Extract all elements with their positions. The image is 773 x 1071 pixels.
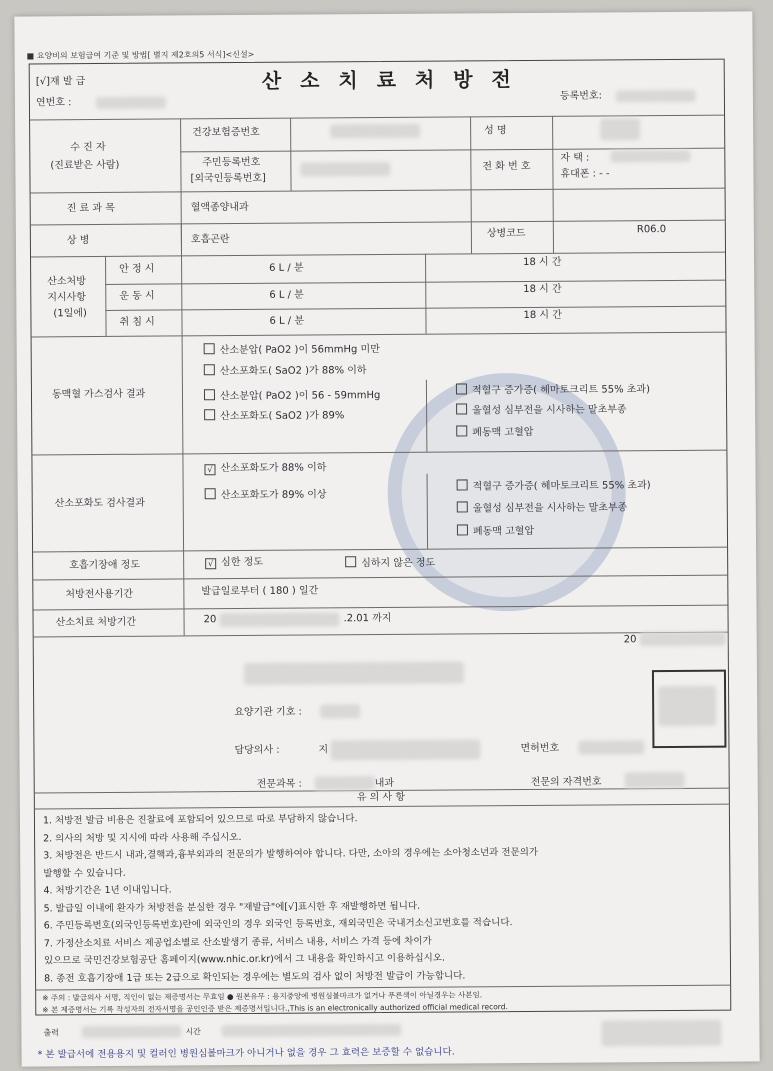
- checkbox-icon[interactable]: [456, 383, 467, 394]
- notice-item: 발행할 수 있습니다.: [43, 867, 126, 879]
- mobile-phone-label: 휴대폰 : - -: [560, 168, 610, 180]
- therapy-period-label: 산소치료 처방기간: [55, 616, 137, 629]
- sleep-hours: 18 시 간: [523, 309, 562, 322]
- form-frame: [29, 59, 732, 1016]
- print-label: 출력: [43, 1028, 59, 1038]
- sat-option-1[interactable]: √ 산소포화도가 88% 이하: [204, 462, 326, 475]
- doctor-name-prefix: 지: [318, 744, 329, 756]
- rest-flow: 6 L / 분: [269, 262, 304, 274]
- specialty-label: 전문과목 :: [256, 778, 302, 790]
- home-phone-label: 자 택 :: [560, 152, 590, 164]
- notice-item: 4. 처방기간은 1년 이내입니다.: [43, 884, 172, 897]
- use-period-label: 처방전사용기간: [65, 588, 134, 601]
- redacted-period: [220, 612, 340, 627]
- sat-right-option-1[interactable]: 적혈구 증가증( 헤마토크리트 55% 초과): [457, 478, 651, 494]
- severity-option-mild[interactable]: 심하지 않은 정도: [345, 556, 435, 571]
- notice-item: 1. 처방전 발급 비용은 진찰료에 포함되어 있으므로 따로 부담하지 않습니다.: [42, 813, 358, 827]
- checkbox-icon[interactable]: [205, 488, 216, 499]
- sat-right-option-2[interactable]: 울혈성 심부전을 시사하는 말초부종: [457, 500, 628, 516]
- sat-option-2[interactable]: 산소포화도가 89% 이상: [205, 487, 327, 502]
- serial-number-label: 연번호 :: [35, 97, 72, 109]
- redacted-registration: [616, 90, 696, 103]
- redacted-barcode: [601, 1020, 721, 1047]
- prescription-document: [14, 11, 759, 1066]
- footnote-electronic: ※ 본 제증명서는 기록 작성자의 전자서명을 공인인증 받은 제증명서입니다.,This is an electronically authorized official medical record.: [42, 1002, 508, 1015]
- checkbox-icon[interactable]: [457, 501, 468, 512]
- redacted-rrn: [300, 162, 390, 177]
- notice-item: 2. 의사의 처방 및 지시에 따라 사용해 주십시오.: [43, 831, 242, 844]
- checkbox-icon[interactable]: [204, 364, 215, 375]
- name-label: 성 명: [484, 125, 507, 137]
- checkbox-icon[interactable]: [457, 524, 468, 535]
- checkbox-icon[interactable]: [204, 343, 215, 354]
- institution-code-label: 요양기관 기호 :: [234, 706, 302, 719]
- severity-label: 호흡기장애 정도: [69, 559, 141, 572]
- checkbox-icon[interactable]: [456, 403, 467, 414]
- specialty-value: 내과: [374, 777, 395, 790]
- severity-option-severe[interactable]: √ 심한 정도: [205, 557, 263, 570]
- saturation-label: 산소포화도 검사결과: [54, 497, 145, 510]
- abg-option-2[interactable]: 산소포화도( SaO2 )가 88% 이하: [204, 363, 367, 379]
- redacted-date: [640, 632, 726, 647]
- sleep-flow: 6 L / 분: [269, 315, 305, 327]
- checkbox-icon[interactable]: [345, 556, 356, 567]
- foreign-reg-label: [외국인등록번호]: [190, 172, 266, 185]
- redacted-serial: [96, 97, 166, 109]
- disease-label: 상 병: [66, 235, 90, 247]
- disease-code-label: 상병코드: [486, 228, 526, 240]
- insurance-number-label: 건강보험증번호: [192, 126, 260, 139]
- rrn-label: 주민등록번호: [202, 156, 261, 169]
- department-label: 진 료 과 목: [66, 202, 115, 215]
- notice-item: 3. 처방전은 반드시 내과,결핵과,흉부외과의 전문의가 발행하여야 합니다. 다만, 소아의 경우에는 소아청소년과 전문의가: [43, 846, 539, 862]
- abg-label: 동맥혈 가스검사 결과: [51, 388, 146, 401]
- page-title: 산 소 치 료 처 방 전: [261, 67, 517, 93]
- notice-title: 유 의 사 항: [356, 791, 406, 804]
- exercise-hours: 18 시 간: [523, 283, 562, 296]
- notice-list: [43, 809, 539, 987]
- redacted-insurance: [330, 124, 420, 139]
- abg-right-option-2[interactable]: 울혈성 심부전을 시사하는 말초부종: [456, 402, 627, 418]
- prescription-label-3: (1일에): [53, 308, 87, 320]
- use-period-value: 발급일로부터 ( 180 ) 일간: [201, 585, 319, 598]
- registration-number-label: 등록번호:: [559, 90, 602, 102]
- department-value: 혈액종양내과: [190, 201, 249, 214]
- patient-section-label: 수 진 자: [70, 141, 106, 154]
- abg-right-option-3[interactable]: 폐동맥 고혈압: [456, 425, 533, 440]
- doctor-label: 담당의사 :: [234, 744, 280, 757]
- prescription-label-1: 산소처방: [47, 276, 86, 288]
- rest-hours: 18 시 간: [523, 256, 562, 269]
- footer-validity-note: * 본 발급서에 전용용지 및 컬러인 병원심볼마크가 아니거나 없을 경우 그 효력은 보증할 수 없습니다.: [37, 1046, 455, 1061]
- abg-option-4[interactable]: 산소포화도( SaO2 )가 89%: [204, 408, 344, 423]
- notice-item: 5. 발급일 이내에 환자가 처방전을 분실한 경우 "재발급"에[√]표시한 후 재발행하면 됩니다.: [43, 900, 421, 914]
- redacted-print-info: [81, 1025, 181, 1038]
- redacted-specialty: [315, 776, 375, 790]
- checkbox-icon[interactable]: [457, 479, 468, 490]
- checked-checkbox-icon[interactable]: √: [205, 558, 216, 569]
- abg-option-3[interactable]: 산소분압( PaO2 )이 56 - 59mmHg: [204, 388, 380, 404]
- notice-item: 8. 종전 호흡기장애 1급 또는 2급으로 확인되는 경우에는 별도의 검사 없이 처방전 발급이 가능합니다.: [44, 969, 466, 984]
- exercise-label: 운 동 시: [119, 290, 155, 302]
- redacted-qualification: [625, 772, 685, 788]
- form-note: ■ 요양비의 보험급여 기준 및 방법[ 별지 제2호의5 서식]<신설>: [26, 49, 255, 61]
- redacted-name: [600, 118, 640, 140]
- therapy-period-end: .2.01 까지: [343, 612, 392, 625]
- footnote-warning: ※ 주의 : 발급의사 서명, 직인이 없는 제증명서는 무효임 ● 원본유무 : 용지중앙에 병원심볼마크가 없거나 푸른색이 아닐경우는 사본임.: [42, 990, 483, 1003]
- print-time-label: 시간: [185, 1027, 201, 1037]
- issue-date-prefix: 20: [623, 634, 637, 646]
- disease-value: 호흡곤란: [190, 234, 230, 246]
- patient-section-sub: (진료받은 사람): [50, 159, 120, 172]
- redacted-print-time: [221, 1024, 401, 1037]
- checked-checkbox-icon[interactable]: √: [204, 464, 215, 475]
- exercise-flow: 6 L / 분: [269, 289, 304, 301]
- abg-right-option-1[interactable]: 적혈구 증가증( 헤마토크리트 55% 초과): [456, 382, 650, 398]
- redacted-license: [578, 740, 644, 754]
- hospital-seal-stamp: [652, 670, 727, 749]
- checkbox-icon[interactable]: [456, 425, 467, 436]
- checkbox-icon[interactable]: [204, 389, 215, 400]
- therapy-period-start: 20: [203, 614, 217, 626]
- qualification-label: 전문의 자격번호: [530, 776, 602, 789]
- notice-item: 있으므로 국민건강보험공단 홈페이지(www.nhic.or.kr)에서 그 내용을 확인하시고 이용하십시오.: [43, 952, 446, 967]
- sat-right-option-3[interactable]: 폐동맥 고혈압: [457, 524, 534, 539]
- reissue-check[interactable]: [√]재 발 급: [35, 76, 86, 88]
- redacted-institution-code: [320, 704, 360, 718]
- checkbox-icon[interactable]: [204, 409, 215, 420]
- sleep-label: 취 침 시: [119, 316, 155, 328]
- notice-item: 6. 주민등록번호(외국인등록번호)란에 외국인의 경우 외국인 등록번호, 재외국민은 국내거소신고번호를 적습니다.: [43, 917, 513, 932]
- disease-code-value: R06.0: [636, 224, 667, 236]
- redacted-institution-name: [244, 661, 464, 685]
- redacted-doctor-signature: [330, 739, 480, 760]
- prescription-label-2: 지시사항: [47, 292, 86, 304]
- abg-option-1[interactable]: 산소분압( PaO2 )이 56mmHg 미만: [204, 342, 380, 358]
- license-label: 면허번호: [520, 742, 560, 755]
- phone-label: 전 화 번 호: [482, 160, 531, 173]
- notice-item: 7. 가정산소치료 서비스 제공업소별로 산소발생기 종류, 서비스 내용, 서비스 가격 등에 차이가: [43, 935, 432, 949]
- redacted-home-phone: [610, 150, 690, 163]
- rest-label: 안 정 시: [119, 263, 155, 275]
